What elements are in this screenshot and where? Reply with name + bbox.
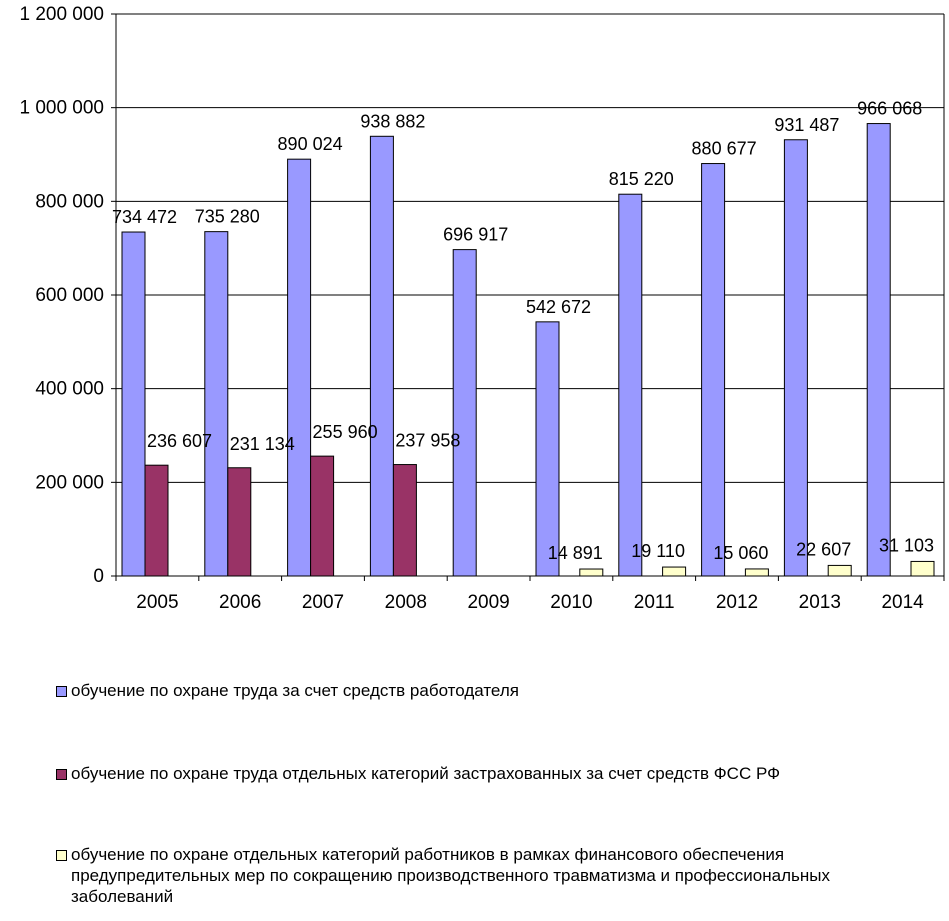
data-label-employer-2012: 880 677 <box>691 138 757 159</box>
bar-fss-2008 <box>393 465 416 576</box>
bar-preventive-2012 <box>745 569 768 576</box>
bar-preventive-2014 <box>911 561 934 576</box>
x-tick-label: 2010 <box>550 592 593 613</box>
data-label-employer-2006: 735 280 <box>194 206 260 227</box>
bar-employer-2014 <box>867 124 890 576</box>
bar-employer-2009 <box>453 250 476 576</box>
legend-label-fss: обучение по охране труда отдельных категорий застрахованных за счет средств ФСС РФ <box>71 764 781 783</box>
legend-item-preventive <box>56 844 936 907</box>
data-label-preventive-2012: 15 060 <box>713 542 769 563</box>
bar-fss-2005 <box>145 465 168 576</box>
y-tick-label: 400 000 <box>35 378 104 400</box>
y-tick-label: 800 000 <box>35 191 104 213</box>
data-label-employer-2011: 815 220 <box>608 169 674 190</box>
y-tick-label: 200 000 <box>35 472 104 494</box>
x-tick-label: 2005 <box>136 592 179 613</box>
bar-preventive-2011 <box>663 567 686 576</box>
y-tick-label: 1 000 000 <box>19 97 104 119</box>
data-label-employer-2009: 696 917 <box>443 224 509 245</box>
bar-employer-2006 <box>205 232 228 576</box>
legend-swatch-fss <box>56 769 67 780</box>
bar-employer-2012 <box>702 164 725 576</box>
bar-employer-2005 <box>122 232 145 576</box>
y-tick-label: 600 000 <box>35 285 104 306</box>
bar-fss-2006 <box>228 468 251 576</box>
data-label-preventive-2011: 19 110 <box>631 541 685 562</box>
data-label-employer-2008: 938 882 <box>360 111 426 132</box>
legend-swatch-employer <box>56 686 67 697</box>
bar-employer-2011 <box>619 194 642 576</box>
bar-preventive-2010 <box>580 569 603 576</box>
data-label-employer-2005: 734 472 <box>111 207 178 228</box>
y-tick-label: 0 <box>93 566 104 587</box>
y-tick-label: 1 200 000 <box>19 4 104 25</box>
legend-item-fss <box>56 763 780 784</box>
bar-employer-2008 <box>370 136 393 576</box>
x-tick-label: 2014 <box>881 592 924 613</box>
data-label-fss-2008: 237 958 <box>395 430 461 451</box>
data-label-fss-2005: 236 607 <box>146 431 213 452</box>
legend-swatch-preventive <box>56 850 67 861</box>
x-tick-label: 2006 <box>219 592 262 613</box>
bar-preventive-2013 <box>828 565 851 576</box>
data-label-employer-2007: 890 024 <box>277 134 343 155</box>
bar-employer-2010 <box>536 322 559 576</box>
data-label-employer-2014: 966 068 <box>857 98 923 119</box>
data-label-employer-2010: 542 672 <box>525 296 592 317</box>
x-tick-label: 2013 <box>798 592 841 613</box>
bar-fss-2007 <box>311 456 334 576</box>
bar-employer-2013 <box>784 140 807 576</box>
x-tick-label: 2007 <box>301 592 345 613</box>
x-tick-label: 2012 <box>715 592 759 613</box>
data-label-fss-2006: 231 134 <box>229 433 295 454</box>
x-tick-label: 2009 <box>467 592 510 613</box>
legend-label-preventive: обучение по охране отдельных категорий работников в рамках финансового обеспечения предупредительных мер по сокращению производственного травматизма и профессиональных заболеваний <box>71 845 830 906</box>
data-label-employer-2013: 931 487 <box>774 114 840 135</box>
data-label-preventive-2014: 31 103 <box>878 535 935 556</box>
bar-employer-2007 <box>288 159 311 576</box>
legend-label-employer: обучение по охране труда за счет средств работодателя <box>71 681 519 700</box>
data-label-preventive-2013: 22 607 <box>796 539 852 560</box>
x-tick-label: 2008 <box>384 592 427 613</box>
x-tick-label: 2011 <box>633 592 675 613</box>
data-label-fss-2007: 255 960 <box>312 422 378 443</box>
legend-item-employer <box>56 680 519 701</box>
data-label-preventive-2010: 14 891 <box>547 543 603 564</box>
